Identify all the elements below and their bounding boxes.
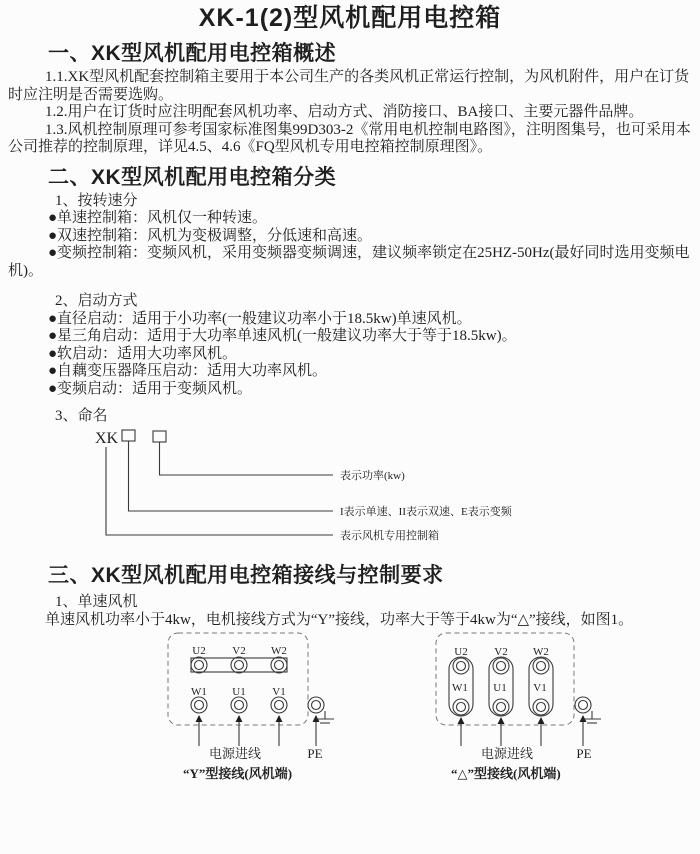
terminal-u1 bbox=[231, 697, 247, 713]
wiring-paragraph: 单速风机功率小于4kw，电机接线方式为“Y”接线，功率大于等于4kw为“△”接线，如图1。 bbox=[45, 611, 634, 628]
paragraph-1-2: 1.2.用户在订货时应注明配套风机功率、启动方式、消防接口、BA接口、主要元器件品牌。 bbox=[45, 104, 644, 120]
paragraph-1-1: 1.1.XK型风机配套控制箱主要用于本公司生产的各类风机正常运行控制，为风机附件，用户在订货时应注明是否需要选购。 bbox=[8, 69, 690, 103]
page-title: XK-1(2)型风机配用电控箱 bbox=[198, 4, 502, 32]
terminal-label: W2 bbox=[271, 645, 287, 657]
code-box-speed bbox=[122, 430, 135, 441]
leader-line-type bbox=[106, 447, 333, 535]
y-diagram-caption: “Y”型接线(风机端) bbox=[183, 766, 293, 781]
terminal-label: U2 bbox=[454, 646, 468, 658]
speed-group-label: 1、按转速分 bbox=[55, 192, 138, 209]
terminal-label: W1 bbox=[452, 682, 468, 694]
arrow-up-icon bbox=[458, 715, 587, 746]
single-speed-label: 1、单速风机 bbox=[55, 594, 138, 610]
callout-power: 表示功率(kw) bbox=[340, 470, 405, 482]
terminal-v1 bbox=[271, 697, 287, 713]
figure-1 bbox=[8, 629, 692, 794]
start-item: ●软启动：适用大功率风机。 bbox=[48, 345, 238, 362]
terminal-label: U2 bbox=[192, 645, 206, 657]
terminal-label: V2 bbox=[494, 646, 508, 658]
terminal-w1 bbox=[191, 697, 207, 713]
terminal-label: U1 bbox=[493, 682, 507, 694]
terminal-label: V1 bbox=[272, 686, 286, 698]
speed-item: ●单速控制箱：风机仅一种转速。 bbox=[48, 210, 268, 226]
terminal-u2 bbox=[191, 657, 207, 673]
terminal-pe bbox=[308, 697, 324, 713]
pe-label: PE bbox=[576, 746, 592, 761]
section-2-heading: 二、XK型风机配用电控箱分类 bbox=[48, 165, 337, 189]
delta-diagram-caption: “△”型接线(风机端) bbox=[451, 766, 561, 781]
model-code-prefix: XK bbox=[95, 430, 119, 447]
terminal-w2 bbox=[271, 657, 287, 673]
code-box-power bbox=[153, 431, 166, 442]
paragraph-1-3: 1.3.风机控制原理可参考国家标准图集99D303-2《常用电机控制电路图》，注明图集号，也可采用本公司推荐的控制原理，详见4.5、4.6《FQ型风机专用电控箱控制原理图》。 bbox=[8, 121, 691, 155]
start-item: ●自藕变压器降压启动：适用大功率风机。 bbox=[48, 363, 328, 379]
terminal-label: V1 bbox=[533, 682, 547, 694]
start-item: ●星三角启动：适用于大功率单速风机(一般建议功率大于等于18.5kw)。 bbox=[48, 328, 517, 344]
power-in-label: 电源进线 bbox=[208, 746, 262, 761]
start-item: ●变频启动：适用于变频风机。 bbox=[48, 380, 253, 397]
naming-diagram bbox=[8, 427, 692, 555]
power-in-label: 电源进线 bbox=[480, 746, 534, 761]
arrow-up-icon bbox=[196, 715, 320, 746]
delta-wiring-diagram bbox=[432, 631, 608, 763]
section-1-heading: 一、XK型风机配用电控箱概述 bbox=[48, 42, 337, 65]
leader-line-power bbox=[160, 442, 334, 475]
section-3-heading: 三、XK型风机配用电控箱接线与控制要求 bbox=[48, 564, 444, 587]
speed-item: ●双速控制箱：风机为变极调整，分低速和高速。 bbox=[48, 227, 373, 244]
y-wiring-diagram bbox=[163, 631, 348, 763]
terminal-v2 bbox=[231, 657, 247, 673]
callout-type: 表示风机专用控制箱 bbox=[340, 530, 439, 542]
speed-item: ●变频控制箱：变频风机，采用变频器变频调速，建议频率锁定在25HZ-50Hz(最好同时选用变频电机)。 bbox=[8, 245, 690, 279]
start-group-label: 2、启动方式 bbox=[55, 293, 138, 309]
naming-group-label: 3、命名 bbox=[55, 408, 108, 424]
pe-label: PE bbox=[307, 746, 323, 761]
terminal-label: V2 bbox=[232, 645, 246, 657]
start-item: ●直径启动：适用于小功率(一般建议功率小于18.5kw)单速风机。 bbox=[48, 310, 472, 327]
terminal-label: U1 bbox=[232, 686, 246, 698]
terminal-label: W1 bbox=[191, 686, 207, 698]
terminal-label: W2 bbox=[533, 646, 549, 658]
callout-speed: I表示单速、II表示双速、E表示变频 bbox=[340, 506, 512, 518]
terminal-pe bbox=[575, 697, 591, 713]
